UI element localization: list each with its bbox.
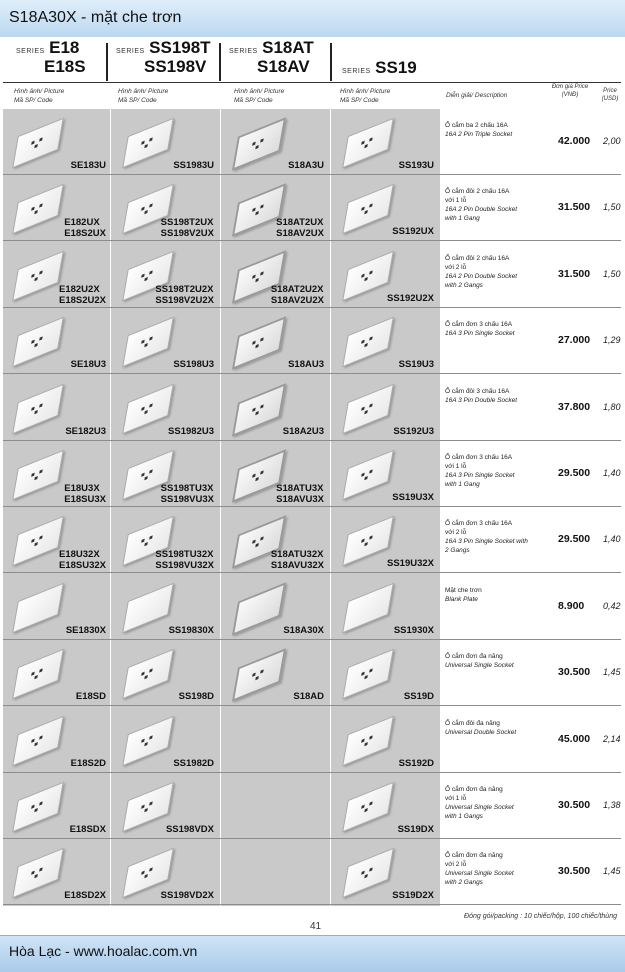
product-cell <box>223 707 330 773</box>
product-image <box>12 251 64 302</box>
product-image <box>12 583 64 634</box>
product-image <box>342 184 394 235</box>
product-code: SS19D2X <box>392 890 434 902</box>
series-name: E18 <box>49 38 80 57</box>
table-row <box>3 773 621 839</box>
product-code: E18U32X E18SU32X <box>58 549 106 572</box>
description-en: Universal Single Socket with 2 Gangs <box>445 870 514 887</box>
description-en: Universal Single Socket with 1 Gangs <box>445 804 514 820</box>
product-cell <box>223 773 330 839</box>
product-description <box>445 187 517 223</box>
product-code: SS198VDX <box>165 824 214 835</box>
product-cell <box>333 507 440 573</box>
description-vi: Ổ cắm đôi 2 chấu 16A với 1 lỗ <box>445 188 510 205</box>
product-code: E18SDX <box>69 824 106 835</box>
picture-header: Hình ảnh/ Picture <box>14 88 65 95</box>
product-code: E182UX E18S2UX <box>64 217 106 240</box>
product-image <box>12 118 64 169</box>
product-image <box>342 317 394 368</box>
product-image <box>122 317 174 368</box>
table-row <box>3 375 621 441</box>
product-cell <box>3 308 110 374</box>
product-code: SS19830X <box>168 624 214 636</box>
row-divider <box>3 904 621 905</box>
column-header-series-1 <box>14 87 64 105</box>
product-code: E18S2D <box>70 757 106 769</box>
product-cell <box>113 507 220 573</box>
product-image <box>12 450 64 501</box>
product-code: SS1982D <box>173 757 214 769</box>
header-rule <box>3 82 621 83</box>
table-row <box>3 441 621 507</box>
product-code: SS198TU32X SS198VU32X <box>155 549 214 572</box>
product-cell <box>3 507 110 573</box>
series-label: SERIES <box>342 68 371 75</box>
price-usd: 1,50 <box>603 268 621 279</box>
product-cell <box>3 175 110 241</box>
product-cell <box>3 773 110 839</box>
product-cell <box>113 574 220 640</box>
product-cell <box>3 375 110 441</box>
price-usd: 2,14 <box>603 733 621 744</box>
price-usd: 1,40 <box>603 534 621 545</box>
product-code: S18AD <box>293 691 324 703</box>
product-code: SS192U2X <box>386 292 434 304</box>
table-row <box>3 640 621 706</box>
price-vnd: 42.000 <box>558 135 591 147</box>
description-en: 16A 2 Pin Double Socket with 1 Gang <box>445 206 518 223</box>
product-cell <box>3 707 110 773</box>
product-cell <box>223 574 330 640</box>
series-divider <box>330 43 332 81</box>
product-cell <box>3 574 110 640</box>
product-code: SS193U <box>398 160 434 171</box>
column-header-series-4 <box>340 87 390 105</box>
code-header: Mã SP/ Code <box>14 97 53 104</box>
description-vi: Ổ cắm đơn đa năng <box>445 653 503 661</box>
series-divider <box>219 43 221 81</box>
product-code: SS1930X <box>393 624 434 636</box>
price-usd-header: Price (USD) <box>601 88 619 102</box>
product-description <box>445 652 514 670</box>
product-description <box>445 519 528 555</box>
product-code: SS19U32X <box>386 558 434 570</box>
price-usd: 2,00 <box>603 136 621 146</box>
price-usd: 1,40 <box>603 468 621 478</box>
column-header-series-3 <box>234 87 284 105</box>
description-en: 16A 3 Pin Double Socket <box>445 396 518 404</box>
series-s18a <box>229 39 314 83</box>
product-cell <box>113 839 220 905</box>
product-code: E18SD <box>75 691 106 703</box>
price-usd: 1,45 <box>603 866 621 877</box>
series-divider <box>106 43 108 81</box>
product-code: SS198T2UX SS198V2UX <box>160 217 214 240</box>
product-image <box>122 383 174 434</box>
product-image <box>232 383 286 436</box>
table-row <box>3 175 621 241</box>
product-code: SE183U <box>70 160 106 171</box>
product-cell <box>3 441 110 507</box>
price-usd: 1,38 <box>603 800 621 810</box>
price-vnd: 29.500 <box>558 467 591 479</box>
description-header: Diễn giải/ Description <box>446 92 508 99</box>
page-number: 41 <box>310 921 322 932</box>
description-vi: Ổ cắm đôi đa năng <box>445 719 500 727</box>
price-usd: 0,42 <box>603 600 621 611</box>
product-image <box>12 649 64 700</box>
product-code: SE18U3 <box>70 359 106 371</box>
description-vi: Ổ cắm đôi 3 chấu 16A <box>445 387 510 395</box>
description-en: Blank Plate <box>445 595 478 603</box>
series-label: SERIES <box>116 48 145 55</box>
picture-header: Hình ảnh/ Picture <box>234 88 285 95</box>
description-en: 16A 3 Pin Single Socket <box>445 330 515 338</box>
product-cell <box>333 109 440 175</box>
product-cell <box>113 308 220 374</box>
series-name: SS19 <box>375 58 417 77</box>
product-cell <box>113 109 220 175</box>
product-code: S18A30X <box>283 624 324 636</box>
description-vi: Ổ cắm đơn đa năng với 1 lỗ <box>445 786 503 802</box>
product-cell <box>3 242 110 308</box>
price-vnd-header: Đơn giá Price (VNĐ) <box>551 84 589 98</box>
description-vi: Ổ cắm đơn 3 chấu 16A <box>445 321 513 329</box>
series-label: SERIES <box>16 48 45 55</box>
product-description <box>445 453 515 489</box>
product-cell <box>3 839 110 905</box>
product-image <box>12 516 64 567</box>
product-code: SS198TU3X SS198VU3X <box>160 483 214 505</box>
product-image <box>122 649 174 700</box>
title-bar <box>0 0 625 38</box>
price-vnd: 31.500 <box>558 267 591 280</box>
product-code: S18AT2U2X S18AV2U2X <box>270 283 324 306</box>
product-cell <box>223 375 330 441</box>
column-header-series-2 <box>118 87 168 105</box>
product-description <box>445 719 516 737</box>
product-cell <box>223 308 330 374</box>
product-cell <box>333 574 440 640</box>
product-cell <box>113 375 220 441</box>
product-image <box>342 118 394 169</box>
product-image <box>342 848 394 899</box>
description-en: Universal Double Socket <box>445 728 517 736</box>
product-code: SE182U3 <box>65 425 106 437</box>
footer-text: Hòa Lạc - www.hoalac.com.vn <box>9 943 198 959</box>
product-image <box>12 782 64 833</box>
product-cell <box>333 640 440 706</box>
product-code: SS1983U <box>173 160 214 171</box>
page-title: S18A30X - mặt che trơn <box>9 9 182 26</box>
table-row <box>3 308 621 374</box>
product-image <box>232 316 286 369</box>
product-cell <box>223 507 330 573</box>
product-code: E18U3X E18SU3X <box>64 483 106 505</box>
product-code: SS198VD2X <box>160 890 214 902</box>
product-code: SS192U3 <box>393 425 434 437</box>
product-cell <box>113 773 220 839</box>
product-image <box>12 317 64 368</box>
product-cell <box>223 839 330 905</box>
code-header: Mã SP/ Code <box>118 97 157 104</box>
product-code: SS1982U3 <box>168 425 214 437</box>
product-cell <box>3 109 110 175</box>
series-name-2: E18S <box>44 57 86 76</box>
footer-bar <box>0 935 625 972</box>
product-code: SS192UX <box>392 226 434 238</box>
product-cell <box>333 308 440 374</box>
product-cell <box>113 707 220 773</box>
price-vnd: 27.000 <box>558 334 591 347</box>
product-cell <box>113 242 220 308</box>
product-image <box>122 583 174 634</box>
product-description <box>445 851 514 887</box>
price-usd: 1,45 <box>603 667 621 678</box>
table-row <box>3 707 621 773</box>
product-cell <box>223 109 330 175</box>
product-code: SS198D <box>178 691 214 703</box>
product-cell <box>113 175 220 241</box>
product-code: SS192D <box>398 757 434 769</box>
product-cell <box>333 375 440 441</box>
product-image <box>342 450 394 501</box>
table-row <box>3 109 621 175</box>
price-vnd: 31.500 <box>558 201 591 214</box>
product-image <box>12 184 64 235</box>
product-image <box>122 118 174 169</box>
price-vnd: 29.500 <box>558 533 591 546</box>
description-en: 16A 2 Pin Double Socket with 2 Gangs <box>445 272 518 289</box>
price-usd: 1,29 <box>603 335 621 346</box>
product-image <box>342 782 394 833</box>
product-image <box>232 648 286 701</box>
series-name-2: SS198V <box>144 57 207 76</box>
price-usd: 1,50 <box>603 202 621 213</box>
product-code: E18SD2X <box>64 890 106 902</box>
product-description <box>445 254 517 290</box>
description-vi: Ổ cắm đơn 3 chấu 16A với 1 lỗ <box>445 454 513 470</box>
series-name: SS198T <box>149 38 211 57</box>
product-code: SS19D <box>403 691 434 703</box>
product-image <box>342 715 394 766</box>
product-image <box>12 715 64 766</box>
product-code: S18AT2UX S18AV2UX <box>276 217 324 240</box>
description-en: Universal Single Socket <box>445 662 514 670</box>
price-vnd: 45.000 <box>558 732 591 745</box>
code-header: Mã SP/ Code <box>340 97 379 104</box>
product-image <box>12 383 64 434</box>
price-vnd: 37.800 <box>558 400 591 413</box>
product-cell <box>333 707 440 773</box>
description-en: 16A 3 Pin Single Socket with 2 Gangs <box>445 538 528 555</box>
price-vnd: 30.500 <box>558 666 591 679</box>
product-image <box>122 715 174 766</box>
product-code: SS19U3X <box>392 492 434 503</box>
product-code: S18AU3 <box>288 359 324 371</box>
product-cell <box>333 839 440 905</box>
series-name: S18AT <box>262 38 314 57</box>
product-cell <box>333 175 440 241</box>
description-en: 16A 3 Pin Single Socket with 1 Gang <box>445 472 515 488</box>
product-description <box>445 121 512 139</box>
description-vi: Mặt che trơn <box>445 586 482 594</box>
table-row <box>3 242 621 308</box>
product-cell <box>223 441 330 507</box>
product-image <box>12 848 64 899</box>
description-en: 16A 2 Pin Triple Socket <box>445 131 513 138</box>
product-code: S18ATU3X S18AVU3X <box>276 483 324 505</box>
product-image <box>342 649 394 700</box>
packing-note: Đóng gói/packing : 10 chiếc/hộp, 100 chiếc/thùng <box>464 913 617 920</box>
product-image <box>232 582 286 635</box>
product-cell <box>333 242 440 308</box>
product-description <box>445 320 515 338</box>
series-name-2: S18AV <box>257 57 310 76</box>
description-vi: Ổ cắm đơn đa năng với 2 lỗ <box>445 852 503 869</box>
price-vnd: 30.500 <box>558 865 591 878</box>
product-code: SS198U3 <box>173 359 214 371</box>
product-cell <box>333 773 440 839</box>
product-description <box>445 387 517 405</box>
product-code: E182U2X E18S2U2X <box>58 283 106 306</box>
product-cell <box>113 441 220 507</box>
series-e18 <box>16 39 86 83</box>
product-image <box>342 383 394 434</box>
product-cell <box>3 640 110 706</box>
catalog-page <box>0 37 625 935</box>
product-code: S18ATU32X S18AVU32X <box>270 549 324 572</box>
product-code: SS19U3 <box>398 359 434 371</box>
description-vi: Ổ cắm đơn 3 chấu 16A với 2 lỗ <box>445 520 513 537</box>
table-row <box>3 507 621 573</box>
price-usd: 1,80 <box>603 401 621 412</box>
product-description <box>445 586 482 604</box>
table-row <box>3 839 621 905</box>
product-code: SE1830X <box>65 624 106 636</box>
table-row <box>3 574 621 640</box>
product-image <box>232 117 286 170</box>
product-image <box>342 583 394 634</box>
series-ss198 <box>116 39 211 83</box>
product-cell <box>223 175 330 241</box>
description-vi: Ổ cắm đôi 2 chấu 16A với 2 lỗ <box>445 254 510 271</box>
product-code: S18A2U3 <box>282 425 324 437</box>
product-description <box>445 785 514 821</box>
product-cell <box>223 242 330 308</box>
product-cell <box>333 441 440 507</box>
picture-header: Hình ảnh/ Picture <box>340 88 391 95</box>
product-code: S18A3U <box>288 160 324 171</box>
product-cell <box>223 640 330 706</box>
picture-header: Hình ảnh/ Picture <box>118 88 169 95</box>
code-header: Mã SP/ Code <box>234 97 273 104</box>
description-vi: Ổ cắm ba 2 chấu 16A <box>445 122 508 129</box>
price-vnd: 8.900 <box>558 599 585 612</box>
series-label: SERIES <box>229 48 258 55</box>
product-cell <box>113 640 220 706</box>
price-vnd: 30.500 <box>558 799 591 811</box>
product-code: SS198T2U2X SS198V2U2X <box>155 283 214 306</box>
product-code: SS19DX <box>397 824 434 835</box>
